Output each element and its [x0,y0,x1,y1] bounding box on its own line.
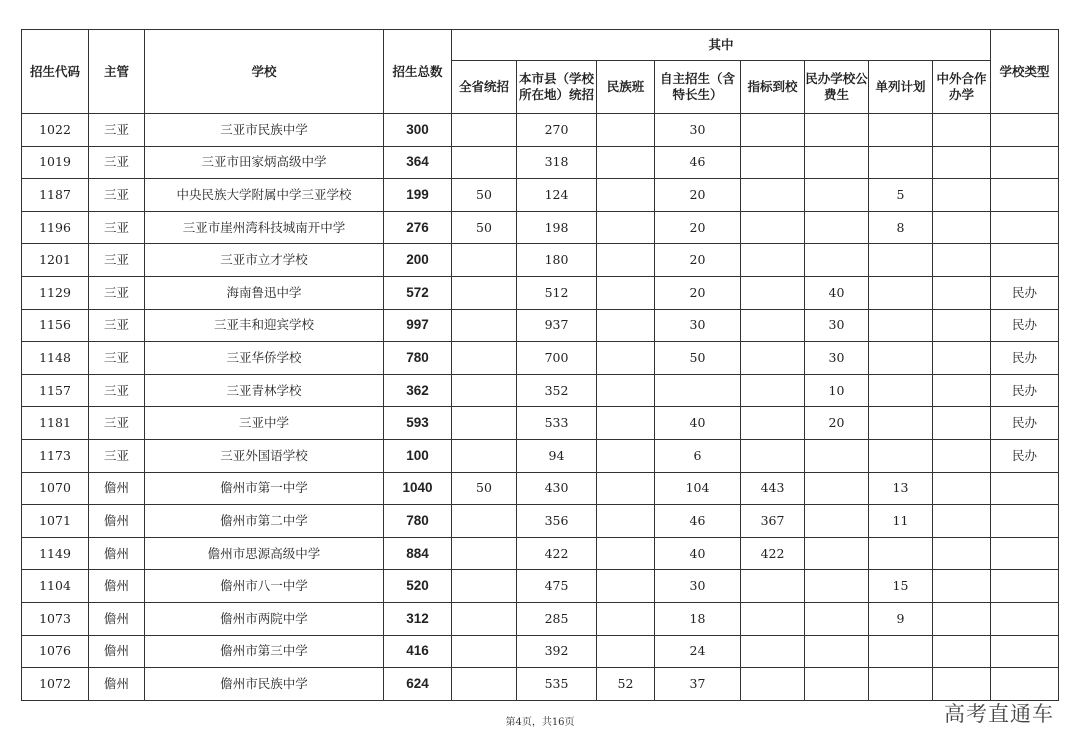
cell-local: 533 [517,407,597,440]
cell-ethnic [597,179,655,212]
cell-quota [741,602,805,635]
cell-code: 1072 [22,668,89,701]
header-sub-5: 民办学校公费生 [805,61,869,114]
cell-local: 124 [517,179,597,212]
cell-separate [869,668,933,701]
cell-province [452,635,517,668]
cell-joint [933,602,991,635]
cell-school: 三亚市民族中学 [145,114,384,147]
cell-self: 30 [655,570,741,603]
header-sub-3: 自主招生（含特长生） [655,61,741,114]
cell-private [805,114,869,147]
cell-private: 10 [805,374,869,407]
cell-separate: 8 [869,211,933,244]
cell-joint [933,211,991,244]
table-row [22,472,1059,505]
cell-self: 104 [655,472,741,505]
cell-school: 三亚丰和迎宾学校 [145,309,384,342]
cell-quota [741,374,805,407]
cell-code: 1076 [22,635,89,668]
table-row [22,537,1059,570]
cell-ethnic [597,276,655,309]
cell-province: 50 [452,472,517,505]
cell-separate [869,114,933,147]
cell-ethnic [597,309,655,342]
cell-total: 593 [384,407,452,440]
cell-local: 700 [517,342,597,375]
cell-school: 儋州市八一中学 [145,570,384,603]
cell-local: 356 [517,505,597,538]
cell-authority: 三亚 [89,309,145,342]
cell-private [805,602,869,635]
cell-authority: 三亚 [89,374,145,407]
cell-school: 中央民族大学附属中学三亚学校 [145,179,384,212]
cell-self: 37 [655,668,741,701]
header-sub-2: 民族班 [597,61,655,114]
cell-province [452,668,517,701]
cell-type [991,472,1059,505]
cell-private [805,244,869,277]
cell-private [805,179,869,212]
cell-authority: 儋州 [89,505,145,538]
cell-province [452,342,517,375]
cell-type [991,505,1059,538]
cell-separate [869,309,933,342]
cell-code: 1148 [22,342,89,375]
cell-type [991,635,1059,668]
cell-quota: 422 [741,537,805,570]
watermark: 高考直通车 [944,702,1054,726]
header-sub-1: 本市县（学校所在地）统招 [517,61,597,114]
cell-province [452,407,517,440]
cell-local: 318 [517,146,597,179]
cell-joint [933,276,991,309]
cell-province [452,146,517,179]
table-row [22,635,1059,668]
cell-quota [741,179,805,212]
cell-local: 512 [517,276,597,309]
cell-type [991,668,1059,701]
cell-code: 1187 [22,179,89,212]
cell-code: 1201 [22,244,89,277]
table-row [22,342,1059,375]
cell-separate: 9 [869,602,933,635]
cell-local: 475 [517,570,597,603]
cell-code: 1129 [22,276,89,309]
cell-type: 民办 [991,439,1059,472]
cell-self: 20 [655,276,741,309]
cell-code: 1019 [22,146,89,179]
cell-self: 50 [655,342,741,375]
cell-joint [933,537,991,570]
cell-province [452,374,517,407]
cell-total: 416 [384,635,452,668]
cell-total: 312 [384,602,452,635]
cell-private [805,635,869,668]
cell-local: 535 [517,668,597,701]
cell-separate: 15 [869,570,933,603]
header-authority: 主管 [89,30,145,114]
cell-ethnic [597,537,655,570]
cell-authority: 儋州 [89,537,145,570]
cell-total: 364 [384,146,452,179]
cell-total: 997 [384,309,452,342]
cell-school: 三亚市田家炳高级中学 [145,146,384,179]
cell-joint [933,309,991,342]
cell-private: 30 [805,309,869,342]
table-row [22,439,1059,472]
cell-private [805,570,869,603]
table-row [22,114,1059,147]
cell-local: 422 [517,537,597,570]
cell-quota [741,570,805,603]
cell-quota [741,439,805,472]
cell-separate [869,276,933,309]
cell-local: 352 [517,374,597,407]
cell-private: 40 [805,276,869,309]
cell-joint [933,244,991,277]
table-row [22,244,1059,277]
cell-total: 300 [384,114,452,147]
cell-ethnic [597,211,655,244]
table-row [22,602,1059,635]
cell-self: 30 [655,114,741,147]
cell-authority: 三亚 [89,146,145,179]
cell-total: 780 [384,505,452,538]
cell-quota [741,114,805,147]
cell-code: 1104 [22,570,89,603]
cell-code: 1070 [22,472,89,505]
cell-school: 儋州市第一中学 [145,472,384,505]
cell-separate [869,244,933,277]
cell-school: 海南鲁迅中学 [145,276,384,309]
cell-authority: 三亚 [89,407,145,440]
cell-code: 1196 [22,211,89,244]
cell-ethnic [597,635,655,668]
cell-school: 三亚外国语学校 [145,439,384,472]
header-code: 招生代码 [22,30,89,114]
cell-quota [741,146,805,179]
table-row [22,570,1059,603]
cell-private [805,211,869,244]
cell-school: 三亚华侨学校 [145,342,384,375]
cell-school: 儋州市第三中学 [145,635,384,668]
header-sub-4: 指标到校 [741,61,805,114]
cell-self: 18 [655,602,741,635]
cell-province: 50 [452,211,517,244]
cell-authority: 三亚 [89,114,145,147]
cell-ethnic [597,602,655,635]
cell-private [805,668,869,701]
cell-local: 270 [517,114,597,147]
cell-code: 1181 [22,407,89,440]
cell-private: 30 [805,342,869,375]
cell-ethnic [597,439,655,472]
cell-type [991,537,1059,570]
table-row [22,276,1059,309]
cell-type [991,211,1059,244]
cell-local: 392 [517,635,597,668]
cell-ethnic [597,342,655,375]
cell-authority: 三亚 [89,342,145,375]
cell-self: 20 [655,179,741,212]
cell-self: 40 [655,407,741,440]
cell-total: 200 [384,244,452,277]
cell-code: 1073 [22,602,89,635]
header-type: 学校类型 [991,30,1059,114]
cell-school: 儋州市两院中学 [145,602,384,635]
cell-separate [869,439,933,472]
cell-code: 1173 [22,439,89,472]
cell-school: 三亚青林学校 [145,374,384,407]
table-row [22,668,1059,701]
cell-joint [933,505,991,538]
cell-authority: 三亚 [89,211,145,244]
cell-province [452,309,517,342]
cell-quota [741,342,805,375]
cell-joint [933,114,991,147]
cell-authority: 三亚 [89,439,145,472]
cell-province [452,570,517,603]
cell-joint [933,146,991,179]
cell-school: 三亚中学 [145,407,384,440]
cell-self: 20 [655,244,741,277]
cell-authority: 三亚 [89,244,145,277]
cell-authority: 三亚 [89,179,145,212]
cell-separate [869,374,933,407]
cell-quota [741,668,805,701]
cell-separate: 11 [869,505,933,538]
cell-total: 572 [384,276,452,309]
cell-self [655,374,741,407]
cell-quota [741,309,805,342]
cell-type [991,244,1059,277]
cell-type: 民办 [991,374,1059,407]
cell-self: 46 [655,146,741,179]
table-row [22,505,1059,538]
table-row [22,146,1059,179]
header-sub-6: 单列计划 [869,61,933,114]
cell-total: 199 [384,179,452,212]
cell-joint [933,668,991,701]
cell-private: 20 [805,407,869,440]
cell-code: 1071 [22,505,89,538]
cell-joint [933,570,991,603]
header-sub-0: 全省统招 [452,61,517,114]
cell-joint [933,439,991,472]
cell-code: 1157 [22,374,89,407]
cell-separate [869,146,933,179]
cell-province [452,602,517,635]
cell-ethnic [597,505,655,538]
table-row [22,179,1059,212]
cell-ethnic [597,472,655,505]
cell-type: 民办 [991,309,1059,342]
cell-total: 100 [384,439,452,472]
cell-total: 362 [384,374,452,407]
cell-separate [869,342,933,375]
cell-quota [741,244,805,277]
table-row [22,374,1059,407]
cell-province: 50 [452,179,517,212]
cell-authority: 儋州 [89,472,145,505]
cell-code: 1156 [22,309,89,342]
cell-self: 24 [655,635,741,668]
cell-school: 儋州市第二中学 [145,505,384,538]
cell-authority: 儋州 [89,602,145,635]
cell-joint [933,472,991,505]
cell-code: 1022 [22,114,89,147]
cell-school: 三亚市立才学校 [145,244,384,277]
cell-province [452,505,517,538]
cell-province [452,244,517,277]
cell-local: 285 [517,602,597,635]
cell-quota [741,211,805,244]
cell-total: 884 [384,537,452,570]
cell-local: 94 [517,439,597,472]
cell-private [805,472,869,505]
cell-quota [741,407,805,440]
cell-authority: 儋州 [89,570,145,603]
cell-self: 6 [655,439,741,472]
cell-joint [933,374,991,407]
cell-joint [933,635,991,668]
cell-authority: 儋州 [89,635,145,668]
cell-separate [869,635,933,668]
cell-type [991,570,1059,603]
cell-private [805,439,869,472]
cell-ethnic: 52 [597,668,655,701]
header-total: 招生总数 [384,30,452,114]
cell-self: 30 [655,309,741,342]
cell-self: 20 [655,211,741,244]
header-school: 学校 [145,30,384,114]
cell-type: 民办 [991,407,1059,440]
cell-total: 276 [384,211,452,244]
cell-quota [741,635,805,668]
cell-type: 民办 [991,342,1059,375]
cell-type [991,179,1059,212]
cell-quota [741,276,805,309]
cell-province [452,114,517,147]
cell-type [991,146,1059,179]
cell-separate [869,537,933,570]
cell-ethnic [597,244,655,277]
cell-joint [933,342,991,375]
cell-total: 780 [384,342,452,375]
cell-school: 三亚市崖州湾科技城南开中学 [145,211,384,244]
cell-authority: 儋州 [89,668,145,701]
table-row [22,211,1059,244]
cell-separate: 5 [869,179,933,212]
cell-province [452,276,517,309]
cell-type [991,114,1059,147]
cell-local: 198 [517,211,597,244]
cell-ethnic [597,114,655,147]
header-sub-7: 中外合作办学 [933,61,991,114]
cell-authority: 三亚 [89,276,145,309]
cell-private [805,537,869,570]
cell-type [991,602,1059,635]
header-group: 其中 [452,30,991,61]
cell-school: 儋州市民族中学 [145,668,384,701]
cell-code: 1149 [22,537,89,570]
cell-total: 1040 [384,472,452,505]
cell-private [805,505,869,538]
cell-school: 儋州市思源高级中学 [145,537,384,570]
cell-self: 46 [655,505,741,538]
cell-local: 937 [517,309,597,342]
cell-quota: 443 [741,472,805,505]
cell-total: 520 [384,570,452,603]
cell-province [452,537,517,570]
cell-local: 180 [517,244,597,277]
cell-local: 430 [517,472,597,505]
cell-self: 40 [655,537,741,570]
page-footer: 第4页，共16页 [505,717,575,728]
cell-joint [933,179,991,212]
cell-type: 民办 [991,276,1059,309]
cell-ethnic [597,570,655,603]
table-row [22,407,1059,440]
cell-ethnic [597,407,655,440]
cell-total: 624 [384,668,452,701]
enrollment-table [21,29,1059,701]
cell-joint [933,407,991,440]
cell-separate [869,407,933,440]
cell-separate: 13 [869,472,933,505]
table-row [22,309,1059,342]
cell-ethnic [597,374,655,407]
cell-ethnic [597,146,655,179]
cell-province [452,439,517,472]
cell-private [805,146,869,179]
cell-quota: 367 [741,505,805,538]
